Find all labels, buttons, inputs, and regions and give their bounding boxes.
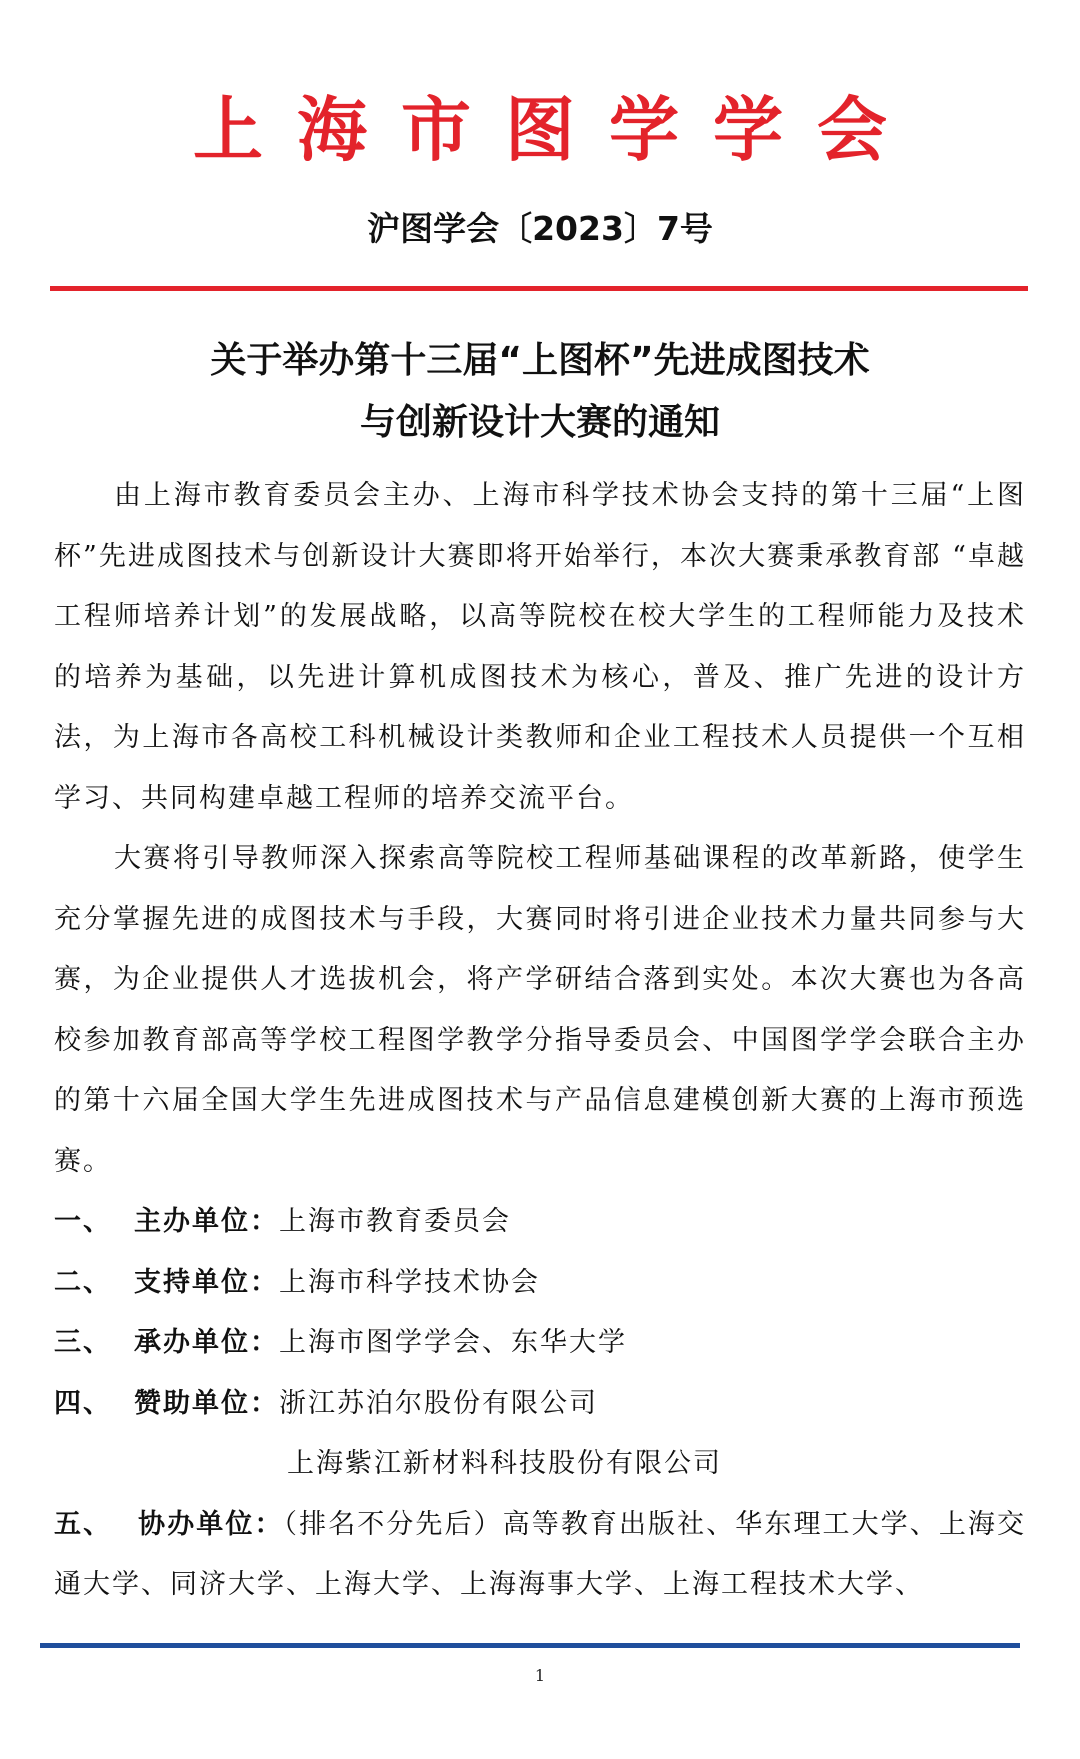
unit-value: 上海市图学学会、东华大学 (279, 1327, 627, 1358)
unit-value: 上海市教育委员会 (279, 1206, 511, 1237)
unit-label: 支持单位： (134, 1266, 279, 1298)
unit-value: （排名不分先后）高等教育出版社、华东理工大学、上海交通大学、同济大学、上海大学、上海海事大学、上海工程技术大学、 (54, 1508, 1026, 1600)
page-number: 1 (534, 1666, 546, 1685)
notice-body (54, 466, 1026, 1192)
org-title: 上海市图学学会 (193, 89, 921, 171)
body-paragraph-1: 由上海市教育委员会主办、上海市科学技术协会支持的第十三届“上图杯”先进成图技术与创新设计大赛即将开始举行，本次大赛秉承教育部 “卓越工程师培养计划”的发展战略，以高等院校在校大学生的工程师能力及技术的培养为基础，以先进计算机成图技术为核心，普及、推广先进的设计方法，为上海市各高校工科机械设计类教师和企业工程技术人员提供一个互相学习、共同构建卓越工程师的培养交流平台。 (54, 480, 1026, 814)
footer-divider (40, 1643, 1020, 1648)
unit-label: 承办单位： (134, 1327, 279, 1358)
unit-row-sponsor (54, 1374, 1026, 1435)
unit-number: 三、 (54, 1327, 112, 1358)
notice-title (0, 330, 1080, 454)
unit-row-host (54, 1313, 1026, 1374)
notice-title-line-2: 与创新设计大赛的通知 (359, 402, 720, 443)
unit-value: 浙江苏泊尔股份有限公司 (279, 1387, 598, 1419)
unit-row-co-organizer (54, 1495, 1026, 1616)
unit-number: 一、 (54, 1206, 112, 1237)
document-number: 沪图学会〔2023〕7号 (367, 209, 713, 248)
unit-row-sponsor-continued (54, 1434, 1026, 1495)
unit-label: 赞助单位： (134, 1387, 279, 1419)
unit-label: 主办单位： (134, 1206, 279, 1237)
notice-title-line-1: 关于举办第十三届“上图杯”先进成图技术 (210, 340, 870, 381)
unit-label: 协办单位： (138, 1508, 284, 1540)
red-divider (50, 286, 1028, 291)
unit-row-supporter (54, 1253, 1026, 1314)
body-paragraph-2: 大赛将引导教师深入探索高等院校工程师基础课程的改革新路，使学生充分掌握先进的成图技术与手段，大赛同时将引进企业技术力量共同参与大赛，为企业提供人才选拔机会，将产学研结合落到实处。本次大赛也为各高校参加教育部高等学校工程图学教学分指导委员会、中国图学学会联合主办的第十六届全国大学生先进成图技术与产品信息建模创新大赛的上海市预选赛。 (54, 843, 1026, 1177)
unit-number: 二、 (54, 1266, 112, 1298)
unit-number: 五、 (54, 1508, 113, 1540)
unit-value: 上海紫江新材料科技股份有限公司 (287, 1448, 722, 1479)
unit-value: 上海市科学技术协会 (279, 1266, 540, 1298)
unit-number: 四、 (54, 1387, 112, 1419)
unit-row-organizer (54, 1192, 1026, 1253)
units-list (54, 1192, 1026, 1616)
